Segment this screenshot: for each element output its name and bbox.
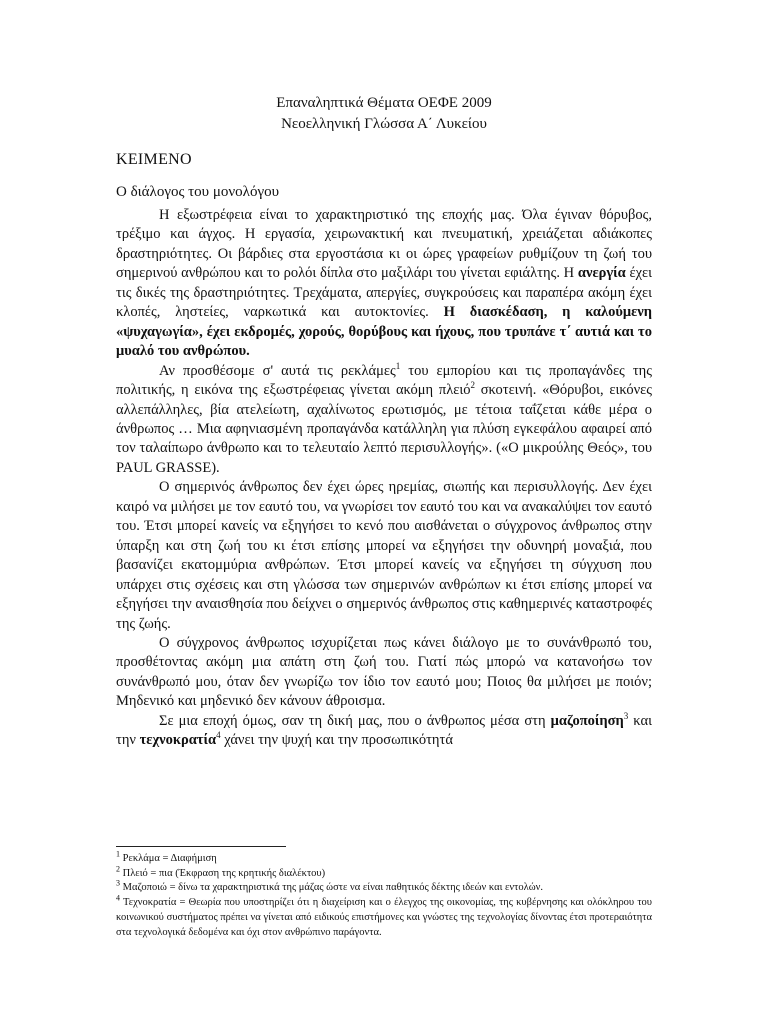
paragraph-4: Ο σύγχρονος άνθρωπος ισχυρίζεται πως κάνει διάλογο με το συνάνθρωπό του, προσθέτοντας ακόμη μια απάτη στη ζωή του. Γιατί πώς μπορώ να κατανοήσω τον συνάνθρωπό μου, όταν δεν γνωρίζω τον ίδιο τον εαυτό μου; Ποιος θα μιλήσει με ποιόν; Μηδενικό και μηδενικό δεν κάνουν άθροισμα.	[116, 634, 652, 710]
header-title: Επαναληπτικά Θέματα ΟΕΦΕ 2009	[276, 95, 492, 111]
footnote-1-text: Ρεκλάμα = Διαφήμιση	[120, 853, 217, 864]
footnote-ref-4: 4	[216, 730, 221, 741]
footnote-divider	[116, 846, 286, 847]
footnote-4-text: Τεχνοκρατία = Θεωρία που υποστηρίζει ότι η διαχείριση και ο έλεγχος της οικονομίας, της κυβέρνησης και ολόκληρου του κοινωνικού συστήματος πρέπει να γίνεται από ειδικούς επιστήμονες και γνώστες της τεχνολογίας δίνοντας έτσι προτεραιότητα στα τεχνολογικά δεδομένα και όχι στον ανθρώπινο παράγοντα.	[116, 897, 652, 938]
p1-bold-2: Η διασκέδαση, η καλούμενη «ψυχαγωγία», έχει εκδρομές, χορούς, θορύβους και ήχους, που τρυπάνε τ΄ αυτιά και το μυαλό του ανθρώπου.	[116, 304, 652, 360]
p2-text-1: Αν προσθέσομε σ' αυτά τις ρεκλάμες	[159, 362, 396, 379]
p1-bold-1: ανεργία	[577, 265, 626, 282]
footnote-ref-1: 1	[395, 360, 401, 371]
footnote-3	[116, 880, 652, 895]
header-subtitle: Νεοελληνική Γλώσσα Α΄ Λυκείου	[281, 116, 487, 132]
p2-text-2: του εμπορίου και τις προπαγάνδες της πολιτικής, η εικόνα της εξωστρέφειας γίνεται ακόμη πλειό	[116, 362, 652, 399]
p1-text-1: Η εξωστρέφεια είναι το χαρακτηριστικό της εποχής μας. Όλα έγιναν θόρυβος, τρέξιμο και άγχος. Η εργασία, χειρωνακτική και πνευματική, χρειάζεται αδιάκοπες δραστηριότητες. Οι βάρδιες στα εργοστάσια κι οι ώρες γραφείων ρυθμίζουν τη ζωή του σημερινού ανθρώπου και το ρολόι δίπλα στο μαξιλάρι του γίνεται εφιάλτης. Η	[116, 207, 652, 282]
p5-text-1: Σε μια εποχή όμως, σαν τη δική μας, που ο άνθρωπος μέσα στη	[159, 712, 551, 729]
footnote-1-number: 1	[116, 849, 120, 859]
footnote-ref-2: 2	[470, 380, 475, 391]
footnote-3-number: 3	[116, 878, 120, 888]
paragraph-3: Ο σημερινός άνθρωπος δεν έχει ώρες ηρεμίας, σιωπής και περισυλλογής. Δεν έχει καιρό να μιλήσει με τον εαυτό του, να γνωρίσει τον εαυτό του και να ανακαλύψει τον εαυτό του. Έτσι μπορεί κανείς να εξηγήσει το κενό που αισθάνεται ο σύγχρονος άνθρωπος στην ύπαρξη και στη ζωή του κι έτσι επίσης μπορεί να εξηγήσει την οδυνηρή μοναξιά, που βασανίζει εκατομμύρια ανθρώπων. Έτσι μπορεί κανείς να εξηγήσει τη σύγχυση που υπάρχει στις σχέσεις και στη γλώσσα των σημερινών ανθρώπων κι έτσι επίσης μπορεί να εξηγήσει την αναισθησία που δείχνει ο σημερινός άνθρωπος στις καθημερινές καταστροφές της ζωής.	[116, 479, 652, 632]
footnote-2-number: 2	[116, 864, 120, 874]
text-title: Ο διάλογος του μονολόγου	[116, 184, 279, 200]
section-title: ΚΕΙΜΕΝΟ	[116, 151, 192, 168]
footnote-4	[116, 895, 652, 940]
p1-text-2: έχει τις δικές της δραστηριότητες. Τρεχάματα, απεργίες, συγκρούσεις και παραπέρα ακόμη έχει κλοπές, ληστείες, ναρκωτικά και αυτοκτονίες.	[116, 265, 653, 321]
paragraph-5	[116, 712, 652, 751]
p5-text-3: χάνει την ψυχή και την προσωπικότητά	[220, 732, 453, 749]
footnote-1	[116, 851, 652, 866]
p5-text-2: και την	[116, 712, 652, 749]
footnote-ref-3: 3	[623, 710, 629, 721]
p2-text-3: σκοτεινή. «Θόρυβοι, εικόνες αλλεπάλληλες, βία ατελείωτη, αχαλίνωτος ερωτισμός, με τέτοια ταΐζεται κάθε μέρα ο άνθρωπος … Μια αφηνιασμένη προπαγάνδα κατάλληλη για πλύση εγκεφάλου αφαιρεί από τον ταλαίπωρο άνθρωπο και το τελευταίο λεπτό περισυλλογής». («Ο μικρούλης Θεός», του PAUL GRASSE).	[116, 382, 652, 476]
p5-bold-1: μαζοποίηση	[550, 712, 624, 729]
footnote-4-number: 4	[116, 893, 120, 903]
footnote-3-text: Μαζοποιώ = δίνω τα χαρακτηριστικά της μάζας ώστε να είναι παθητικός δέκτης ιδεών και εντολών.	[120, 882, 544, 893]
paragraph-2	[116, 362, 652, 479]
text-body	[116, 206, 652, 751]
footnote-2	[116, 866, 652, 881]
paragraph-1	[116, 206, 652, 362]
footnote-2-text: Πλειό = πια (Έκφραση της κρητικής διαλέκτου)	[120, 868, 326, 879]
p5-bold-2: τεχνοκρατία	[139, 732, 217, 749]
